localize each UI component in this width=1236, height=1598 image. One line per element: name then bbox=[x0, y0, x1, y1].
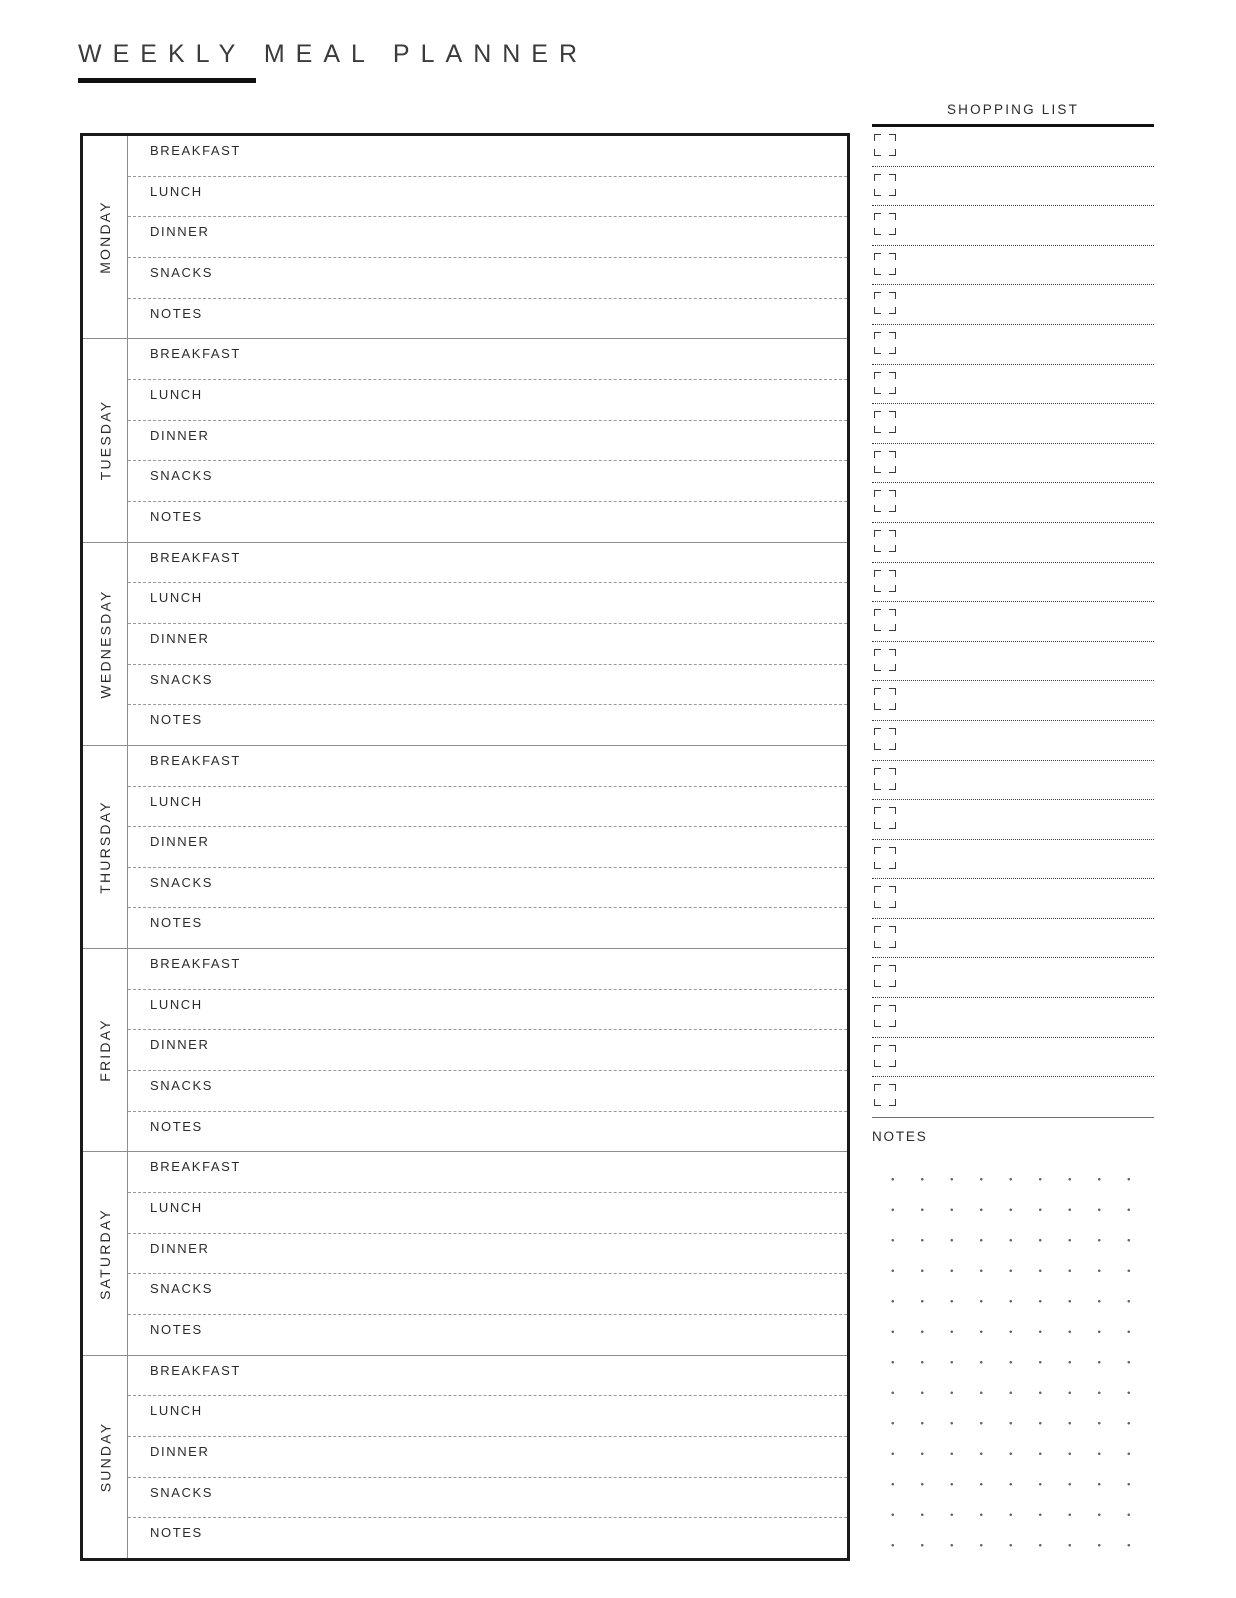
checkbox-icon[interactable] bbox=[874, 174, 896, 196]
meal-row[interactable] bbox=[128, 908, 847, 948]
meal-label: DINNER bbox=[150, 834, 210, 850]
checkbox-icon[interactable] bbox=[874, 926, 896, 948]
shopping-list-item[interactable] bbox=[872, 761, 1154, 801]
checkbox-icon[interactable] bbox=[874, 372, 896, 394]
meal-label: SNACKS bbox=[150, 874, 214, 890]
meal-row[interactable] bbox=[128, 1274, 847, 1315]
meal-row[interactable] bbox=[128, 746, 847, 787]
meal-row[interactable] bbox=[128, 990, 847, 1031]
day-label: THURSDAY bbox=[97, 800, 114, 894]
meal-row[interactable] bbox=[128, 461, 847, 502]
meal-label: NOTES bbox=[150, 508, 203, 524]
meal-row[interactable] bbox=[128, 1315, 847, 1355]
day-block bbox=[83, 543, 847, 746]
shopping-list-item[interactable] bbox=[872, 1038, 1154, 1078]
meals-cell bbox=[128, 339, 847, 541]
shopping-list-item[interactable] bbox=[872, 681, 1154, 721]
meal-row[interactable] bbox=[128, 258, 847, 299]
meal-label: NOTES bbox=[150, 305, 203, 321]
day-label-cell bbox=[83, 746, 128, 948]
checkbox-icon[interactable] bbox=[874, 886, 896, 908]
weekly-planner-table bbox=[80, 133, 850, 1561]
shopping-list-item[interactable] bbox=[872, 602, 1154, 642]
meal-row[interactable] bbox=[128, 1112, 847, 1152]
meal-label: NOTES bbox=[150, 915, 203, 931]
shopping-list-item[interactable] bbox=[872, 167, 1154, 207]
meals-cell bbox=[128, 136, 847, 338]
notes-divider bbox=[872, 1117, 1154, 1119]
day-label: TUESDAY bbox=[97, 400, 113, 481]
checkbox-icon[interactable] bbox=[874, 530, 896, 552]
meal-label: DINNER bbox=[150, 1037, 210, 1053]
meal-label: BREAKFAST bbox=[150, 549, 241, 565]
shopping-list-title: SHOPPING LIST bbox=[946, 102, 1080, 117]
meal-label: LUNCH bbox=[150, 590, 203, 606]
day-label-cell bbox=[83, 339, 128, 541]
day-label: MONDAY bbox=[97, 200, 114, 274]
checkbox-icon[interactable] bbox=[874, 253, 896, 275]
page-title: WEEKLY MEAL PLANNER bbox=[78, 40, 589, 68]
meal-row[interactable] bbox=[128, 949, 847, 990]
day-block bbox=[83, 949, 847, 1152]
day-block bbox=[83, 746, 847, 949]
meals-cell bbox=[128, 1152, 847, 1354]
meal-row[interactable] bbox=[128, 868, 847, 909]
meal-row[interactable] bbox=[128, 177, 847, 218]
meal-label: SNACKS bbox=[150, 1078, 214, 1094]
meal-row[interactable] bbox=[128, 583, 847, 624]
shopping-list-item[interactable] bbox=[872, 325, 1154, 365]
checkbox-icon[interactable] bbox=[874, 688, 896, 710]
notes-title: NOTES bbox=[872, 1129, 928, 1145]
checkbox-icon[interactable] bbox=[874, 490, 896, 512]
meal-row[interactable] bbox=[128, 1478, 847, 1519]
day-block bbox=[83, 1152, 847, 1355]
checkbox-icon[interactable] bbox=[874, 728, 896, 750]
checkbox-icon[interactable] bbox=[874, 1005, 896, 1027]
meal-label: NOTES bbox=[150, 1525, 203, 1541]
shopping-list-item[interactable] bbox=[872, 285, 1154, 325]
meal-label: SNACKS bbox=[150, 1281, 214, 1297]
shopping-list-item[interactable] bbox=[872, 365, 1154, 405]
meal-label: BREAKFAST bbox=[150, 1159, 241, 1175]
meal-label: DINNER bbox=[150, 1444, 210, 1459]
shopping-list-item[interactable] bbox=[872, 246, 1154, 286]
meal-row[interactable] bbox=[128, 1234, 847, 1275]
checkbox-icon[interactable] bbox=[874, 609, 896, 631]
meal-row[interactable] bbox=[128, 705, 847, 745]
shopping-list-item[interactable] bbox=[872, 919, 1154, 959]
day-label: WEDNESDAY bbox=[97, 589, 113, 699]
shopping-list-item[interactable] bbox=[872, 206, 1154, 246]
day-label-cell bbox=[83, 1356, 128, 1558]
checkbox-icon[interactable] bbox=[874, 1084, 896, 1106]
meal-label: NOTES bbox=[150, 1118, 203, 1134]
meal-label: NOTES bbox=[150, 1322, 203, 1338]
meal-label: LUNCH bbox=[150, 793, 203, 809]
meals-cell bbox=[128, 1356, 847, 1558]
meal-row[interactable] bbox=[128, 1152, 847, 1193]
meal-label: SNACKS bbox=[150, 671, 214, 687]
meal-label: NOTES bbox=[150, 712, 203, 728]
day-label-cell bbox=[83, 136, 128, 338]
checkbox-icon[interactable] bbox=[874, 1045, 896, 1067]
meals-cell bbox=[128, 543, 847, 745]
meal-row[interactable] bbox=[128, 1396, 847, 1437]
meal-label: LUNCH bbox=[150, 183, 203, 199]
shopping-list-item[interactable] bbox=[872, 404, 1154, 444]
shopping-list-item[interactable] bbox=[872, 523, 1154, 563]
meal-label: DINNER bbox=[150, 427, 210, 443]
meal-row[interactable] bbox=[128, 1071, 847, 1112]
meal-row[interactable] bbox=[128, 339, 847, 380]
meal-label: LUNCH bbox=[150, 1403, 203, 1419]
right-column bbox=[872, 100, 1154, 1560]
meal-row[interactable] bbox=[128, 543, 847, 584]
meal-row[interactable] bbox=[128, 1030, 847, 1071]
shopping-list-item[interactable] bbox=[872, 127, 1154, 167]
shopping-list-item[interactable] bbox=[872, 483, 1154, 523]
meal-label: SNACKS bbox=[150, 468, 214, 484]
day-label: FRIDAY bbox=[97, 1018, 113, 1083]
meal-label: DINNER bbox=[150, 630, 210, 646]
checkbox-icon[interactable] bbox=[874, 213, 896, 235]
checkbox-icon[interactable] bbox=[874, 332, 896, 354]
meal-label: BREAKFAST bbox=[150, 1362, 241, 1378]
meal-row[interactable] bbox=[128, 787, 847, 828]
meal-label: LUNCH bbox=[150, 1200, 203, 1216]
shopping-list-item[interactable] bbox=[872, 998, 1154, 1038]
meals-cell bbox=[128, 746, 847, 948]
meal-row[interactable] bbox=[128, 827, 847, 868]
meal-row[interactable] bbox=[128, 1356, 847, 1397]
page-title-block bbox=[78, 38, 778, 83]
shopping-list-item[interactable] bbox=[872, 879, 1154, 919]
checkbox-icon[interactable] bbox=[874, 649, 896, 671]
meal-row[interactable] bbox=[128, 1518, 847, 1558]
checkbox-icon[interactable] bbox=[874, 570, 896, 592]
day-label-cell bbox=[83, 543, 128, 745]
meal-label: DINNER bbox=[150, 224, 210, 240]
day-label: SATURDAY bbox=[97, 1207, 114, 1300]
shopping-list-rows bbox=[872, 127, 1154, 1117]
shopping-list-item[interactable] bbox=[872, 1077, 1154, 1117]
meal-row[interactable] bbox=[128, 217, 847, 258]
meal-label: SNACKS bbox=[150, 1484, 214, 1500]
meal-row[interactable] bbox=[128, 380, 847, 421]
day-label: SUNDAY bbox=[97, 1421, 114, 1493]
checkbox-icon[interactable] bbox=[874, 965, 896, 987]
checkbox-icon[interactable] bbox=[874, 768, 896, 790]
meal-row[interactable] bbox=[128, 136, 847, 177]
checkbox-icon[interactable] bbox=[874, 411, 896, 433]
shopping-list-item[interactable] bbox=[872, 642, 1154, 682]
day-block bbox=[83, 339, 847, 542]
notes-dot-grid[interactable] bbox=[872, 1160, 1154, 1560]
day-label-cell bbox=[83, 1152, 128, 1354]
meal-label: BREAKFAST bbox=[150, 346, 241, 362]
meal-row[interactable] bbox=[128, 1437, 847, 1478]
checkbox-icon[interactable] bbox=[874, 451, 896, 473]
meal-row[interactable] bbox=[128, 299, 847, 339]
day-label-cell bbox=[83, 949, 128, 1151]
meal-row[interactable] bbox=[128, 502, 847, 542]
meal-label: DINNER bbox=[150, 1240, 210, 1256]
meal-label: BREAKFAST bbox=[150, 752, 241, 768]
checkbox-icon[interactable] bbox=[874, 292, 896, 314]
meal-label: LUNCH bbox=[150, 996, 203, 1012]
shopping-list-item[interactable] bbox=[872, 444, 1154, 484]
meal-label: LUNCH bbox=[150, 386, 203, 402]
title-underline bbox=[78, 78, 256, 83]
meal-row[interactable] bbox=[128, 421, 847, 462]
checkbox-icon[interactable] bbox=[874, 134, 896, 156]
meals-cell bbox=[128, 949, 847, 1151]
shopping-list-item[interactable] bbox=[872, 563, 1154, 603]
meal-label: BREAKFAST bbox=[150, 143, 241, 158]
meal-row[interactable] bbox=[128, 1193, 847, 1234]
shopping-list-item[interactable] bbox=[872, 840, 1154, 880]
checkbox-icon[interactable] bbox=[874, 807, 896, 829]
day-block bbox=[83, 136, 847, 339]
meal-label: BREAKFAST bbox=[150, 956, 241, 972]
shopping-list-item[interactable] bbox=[872, 958, 1154, 998]
day-block bbox=[83, 1356, 847, 1558]
checkbox-icon[interactable] bbox=[874, 847, 896, 869]
meal-row[interactable] bbox=[128, 665, 847, 706]
shopping-list-item[interactable] bbox=[872, 800, 1154, 840]
meal-row[interactable] bbox=[128, 624, 847, 665]
meal-label: SNACKS bbox=[150, 264, 214, 280]
shopping-list-item[interactable] bbox=[872, 721, 1154, 761]
